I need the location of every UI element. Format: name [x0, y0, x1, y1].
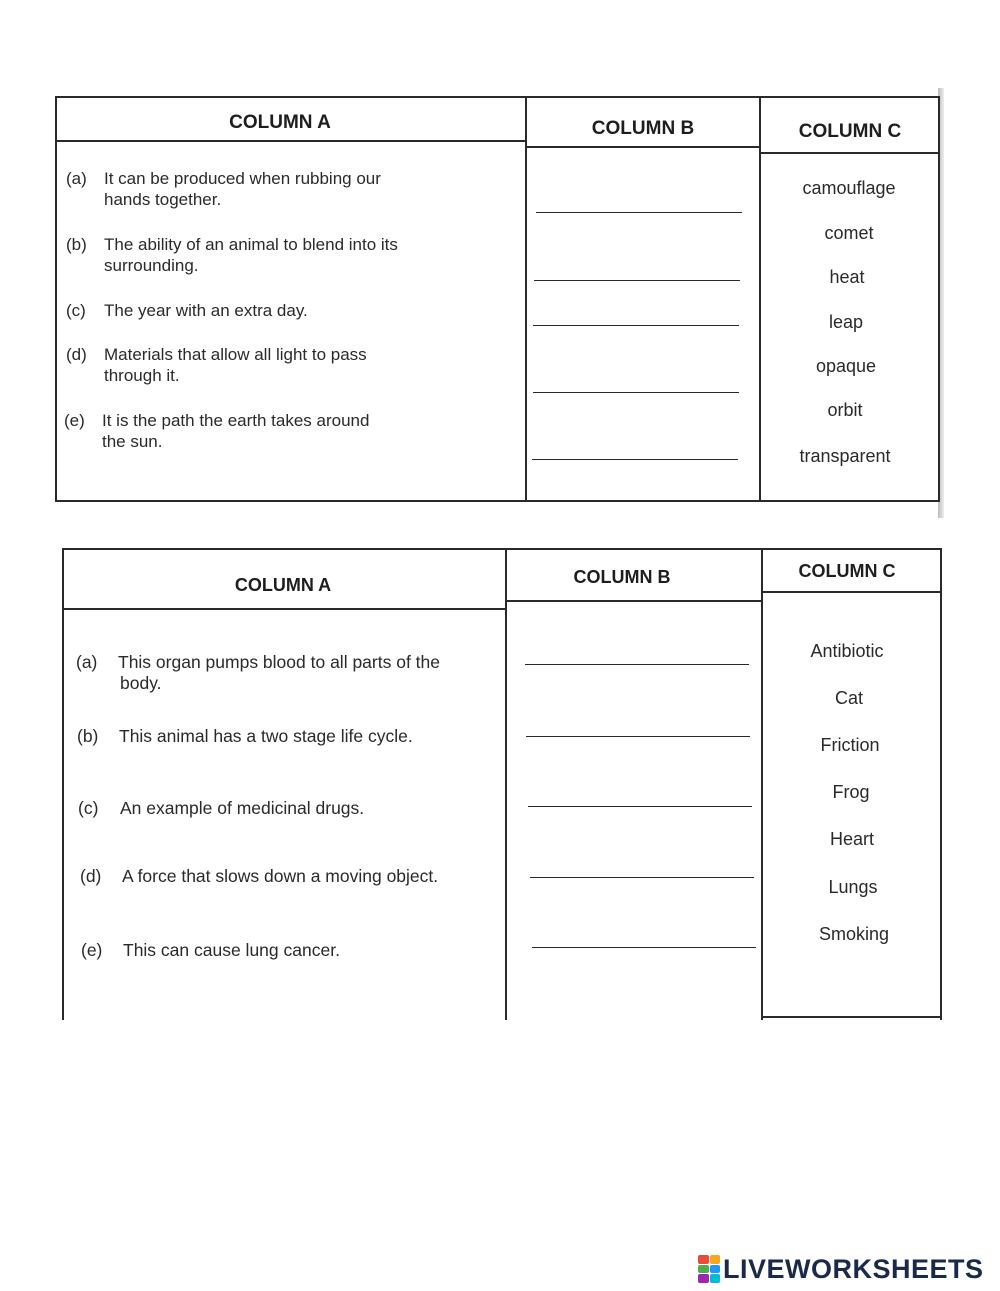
header-divider: [759, 152, 940, 154]
question-item: [66, 234, 398, 276]
answer-blank-a[interactable]: [536, 212, 742, 213]
question-text: Materials that allow all light to pass: [104, 345, 367, 364]
column-divider: [505, 550, 507, 1020]
question-label: (d): [66, 345, 87, 364]
question-text-cont: the sun.: [102, 432, 163, 451]
answer-option: opaque: [815, 356, 877, 376]
logo-block: [710, 1265, 721, 1274]
question-text: It is the path the earth takes around: [102, 411, 370, 430]
question-text: This organ pumps blood to all parts of the: [118, 652, 440, 672]
answer-option: Friction: [820, 735, 880, 755]
question-item: [80, 866, 438, 887]
answer-blank-c[interactable]: [528, 806, 752, 807]
answer-blank-d[interactable]: [530, 877, 754, 878]
answer-option: comet: [824, 223, 874, 243]
column-c-header: COLUMN C: [798, 121, 902, 142]
answer-blank-b[interactable]: [534, 280, 740, 281]
answer-option: Cat: [834, 688, 863, 708]
column-b-header: COLUMN B: [573, 567, 671, 587]
question-text-cont: hands together.: [104, 190, 222, 209]
question-text-cont: body.: [120, 673, 162, 693]
question-item: [76, 652, 440, 694]
logo-text: LIVEWORKSHEETS: [723, 1253, 984, 1284]
header-divider: [64, 608, 505, 610]
header-divider: [57, 140, 525, 142]
answer-option: camouflage: [802, 178, 896, 198]
logo-block: [710, 1255, 721, 1264]
header-divider: [505, 600, 761, 602]
header-divider: [525, 146, 759, 148]
logo-block: [698, 1255, 709, 1264]
answer-option: Smoking: [818, 924, 890, 944]
column-divider: [759, 98, 761, 500]
question-item: [77, 726, 413, 747]
answer-option: heat: [829, 267, 865, 287]
logo-block: [710, 1274, 721, 1283]
question-label: (a): [76, 652, 98, 672]
column-b-header: COLUMN B: [591, 118, 695, 139]
question-item: [81, 940, 340, 961]
logo-block: [698, 1265, 709, 1274]
question-text-cont: surrounding.: [104, 256, 199, 275]
column-a-header: COLUMN A: [234, 575, 332, 595]
question-label: (c): [66, 301, 86, 320]
logo-mark-icon: [698, 1255, 720, 1283]
question-item: [64, 410, 369, 452]
column-divider: [525, 98, 527, 500]
column-divider: [761, 550, 763, 1020]
column-c-header: COLUMN C: [798, 561, 896, 581]
answer-option: orbit: [827, 400, 863, 420]
answer-blank-e[interactable]: [532, 947, 756, 948]
answer-option: Lungs: [828, 877, 878, 897]
question-text: The year with an extra day.: [104, 301, 308, 320]
question-label: (d): [80, 866, 102, 886]
answer-blank-e[interactable]: [532, 459, 738, 460]
question-label: (a): [66, 169, 87, 188]
answer-option: Frog: [832, 782, 870, 802]
question-text: This can cause lung cancer.: [123, 940, 340, 960]
liveworksheets-logo: [698, 1252, 984, 1286]
column-a-header: COLUMN A: [229, 112, 331, 133]
header-divider: [761, 591, 942, 593]
question-label: (c): [78, 798, 99, 818]
answer-option: transparent: [799, 446, 891, 466]
answer-blank-a[interactable]: [525, 664, 749, 665]
question-item: [78, 798, 364, 819]
question-text: This animal has a two stage life cycle.: [119, 726, 413, 746]
answer-blank-b[interactable]: [526, 736, 750, 737]
answer-option: leap: [828, 312, 864, 332]
question-text: It can be produced when rubbing our: [104, 169, 381, 188]
question-item: [66, 344, 367, 386]
answer-option: Heart: [829, 829, 874, 849]
question-label: (b): [66, 235, 87, 254]
answer-option: Antibiotic: [810, 641, 884, 661]
question-text: A force that slows down a moving object.: [122, 866, 439, 886]
question-text-cont: through it.: [104, 366, 180, 385]
logo-block: [698, 1274, 709, 1283]
question-item: [66, 168, 381, 210]
question-item: [66, 300, 308, 321]
question-text: An example of medicinal drugs.: [120, 798, 365, 818]
question-label: (b): [77, 726, 99, 746]
question-label: (e): [81, 940, 103, 960]
answer-blank-d[interactable]: [533, 392, 739, 393]
bottom-divider: [761, 1016, 942, 1018]
question-text: The ability of an animal to blend into its: [104, 235, 398, 254]
answer-blank-c[interactable]: [533, 325, 739, 326]
question-label: (e): [64, 411, 85, 430]
